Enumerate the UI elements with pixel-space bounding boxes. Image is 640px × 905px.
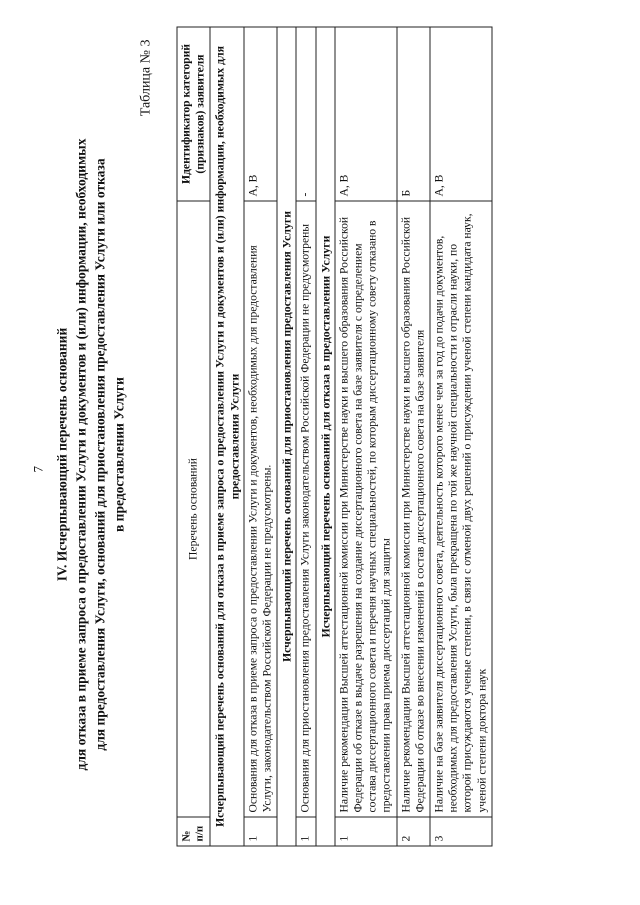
table-row — [335, 27, 397, 846]
section-row — [277, 27, 296, 846]
section-title: Исчерпывающий перечень оснований для отказа в приеме запроса о предоставлении Услуги и документов и (или) информации, необходимых для предоставления Услуги — [210, 27, 243, 846]
table-row — [397, 27, 430, 846]
row-number: 1 — [296, 817, 315, 846]
section-row — [316, 27, 335, 846]
document-page — [1, 0, 640, 905]
table-row — [244, 27, 277, 846]
page-number: 7 — [30, 466, 46, 473]
heading-line-4: в предоставлении Услуги — [111, 377, 127, 532]
header-number: № п/п — [177, 817, 210, 846]
heading-line-1: IV. Исчерпывающий перечень оснований — [54, 327, 70, 582]
row-number: 3 — [430, 817, 492, 846]
row-identifier: А, В — [430, 27, 492, 201]
section-heading — [53, 65, 129, 845]
table-header-row — [177, 27, 210, 846]
table-row — [430, 27, 492, 846]
header-reasons: Перечень оснований — [177, 201, 210, 817]
section-row — [210, 27, 243, 846]
section-title: Исчерпывающий перечень оснований для приостановления предоставления Услуги — [277, 27, 296, 846]
row-text: Основания для отказа в приеме запроса о предоставлении Услуги и документов, необходимых для предоставления Услуги, законодательством Российской Федерации не предусмотрены. — [244, 201, 277, 817]
row-text: Наличие на базе заявителя диссертационного совета, деятельность которого менее чем за год до подачи документов, необходимых для предоставления Услуги, была прекращена по той же научной специальности и отрасли науки, по которой присуждаются ученые степени, в связи с отменой двух решений о присуждении ученой степени кандидата наук, ученой степени доктора наук — [430, 201, 492, 817]
row-text: Наличие рекомендации Высшей аттестационной комиссии при Министерстве науки и высшего образования Российской Федерации об отказе во внесении изменений в состав диссертационного совета на базе заявителя — [397, 201, 430, 817]
row-identifier: А, В — [335, 27, 397, 201]
reasons-table — [177, 27, 493, 847]
row-number: 1 — [244, 817, 277, 846]
row-text: Основания для приостановления предоставления Услуги законодательством Российской Федерации не предусмотрены — [296, 201, 315, 817]
section-title: Исчерпывающий перечень оснований для отказа в предоставлении Услуги — [316, 27, 335, 846]
table-caption: Таблица № 3 — [138, 39, 154, 117]
heading-line-2: для отказа в приеме запроса о предоставлении Услуги и документов и (или) информации, необходимых — [73, 138, 89, 771]
header-identifier: Идентификатор категорий (признаков) заявителя — [177, 27, 210, 201]
row-number: 1 — [335, 817, 397, 846]
heading-line-3: для предоставления Услуги, оснований для приостановления предоставления Услуги или отказа — [92, 158, 108, 751]
row-identifier: Б — [397, 27, 430, 201]
row-identifier: А, В — [244, 27, 277, 201]
row-number: 2 — [397, 817, 430, 846]
table-row — [296, 27, 315, 846]
row-text: Наличие рекомендации Высшей аттестационной комиссии при Министерстве науки и высшего образования Российской Федерации об отказе в выдаче разрешения на создание диссертационного совета на базе заявителя с определением состава диссертационного совета и перечня научных специальностей, по которым диссертационному совету отказано в предоставлении права приема диссертаций для защиты — [335, 201, 397, 817]
row-identifier: - — [296, 27, 315, 201]
